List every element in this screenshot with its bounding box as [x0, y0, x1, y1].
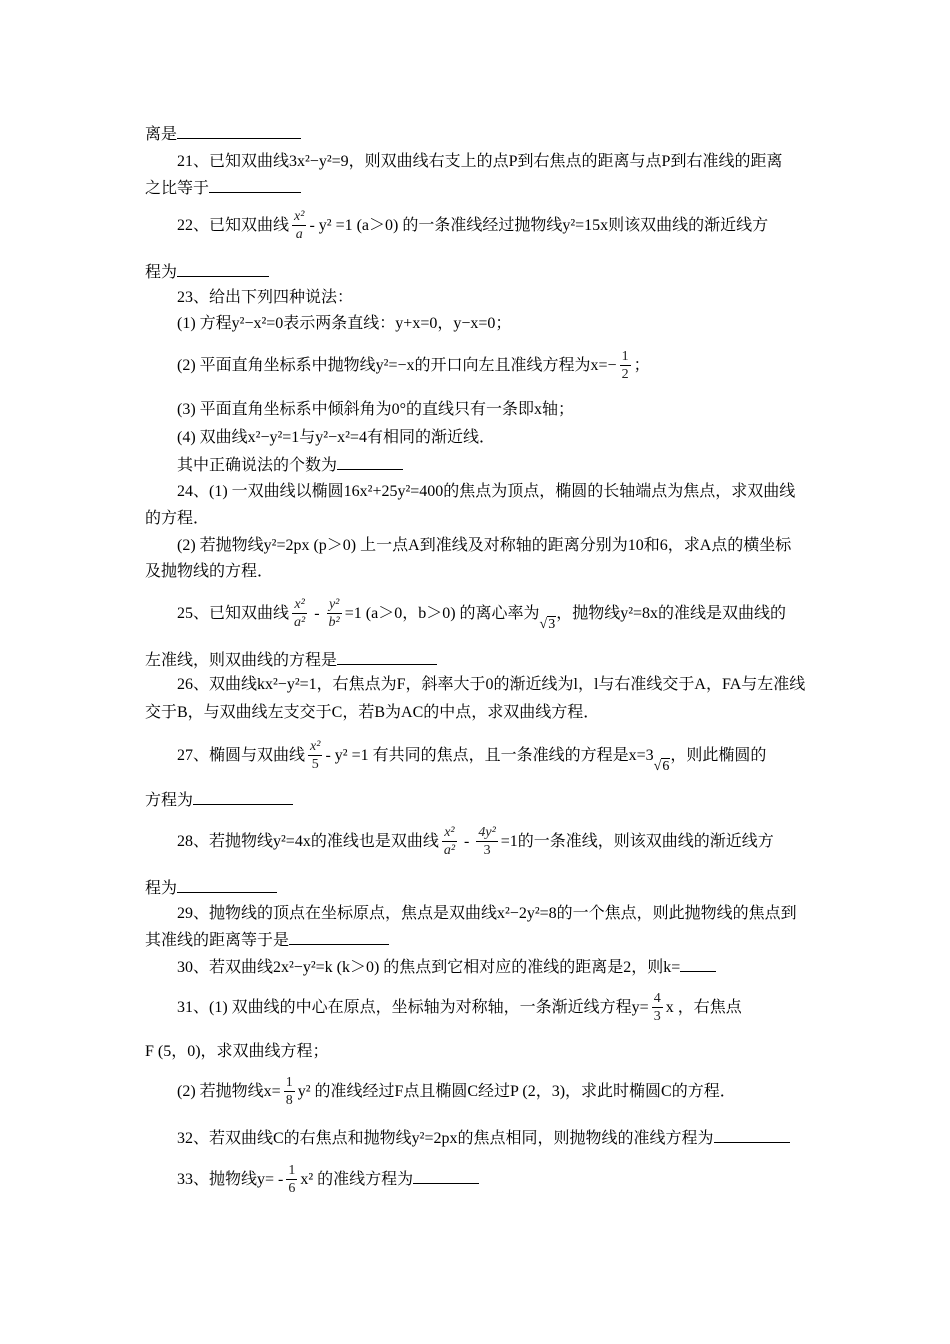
question-23-title: 23、给出下列四种说法：	[177, 289, 354, 306]
sqrt-symbol: √6	[653, 759, 670, 774]
fraction: $\frac{\text{x²}}{a}$	[294, 208, 305, 242]
question-31-line-2: F (5，0)，求双曲线方程；	[145, 1043, 329, 1060]
question-31-line-1: 31、(1) 双曲线的中心在原点，坐标轴为对称轴，一条渐近线方程y= $\frac{4}{3}$ x ，右焦点	[177, 990, 742, 1024]
answer-blank	[289, 930, 389, 945]
line-0: 离是	[145, 124, 301, 145]
answer-blank	[413, 1169, 479, 1184]
question-31-line-3: (2) 若抛物线x= $\frac{1}{8}$ y² 的准线经过F点且椭圆C经过P (2，3)，求此时椭圆C的方程．	[177, 1074, 736, 1108]
question-24-line-4: 及抛物线的方程．	[145, 563, 274, 580]
question-23-item-2: (2) 平面直角坐标系中抛物线y²=−x的开口向左且准线方程为x=− $\frac{1}{2}$ ；	[177, 348, 650, 382]
question-23-item-1: (1) 方程y²−x²=0表示两条直线：y+x=0，y−x=0；	[177, 315, 512, 332]
question-24-line-3: (2) 若抛物线y²=2px (p＞0) 上一点A到准线及对称轴的距离分别为10和6，求A点的横坐标	[177, 537, 792, 554]
question-28-line-1: 28、若抛物线y²=4x的准线也是双曲线 $\frac{\text{x²}}{\text{a²}}$ - $\frac{\text{4y²}}{3}$ =1的一条准线，则该双曲线的渐近线方	[177, 824, 774, 858]
question-22-line-1: 22、已知双曲线 $\frac{\text{x²}}{a}$ - y² =1 (a＞0) 的一条准线经过抛物线y²=15x则该双曲线的渐近线方	[177, 208, 769, 242]
answer-blank	[193, 790, 293, 805]
sqrt-symbol: √3	[539, 617, 556, 632]
fraction: $\frac{\text{x²}}{5}$	[310, 738, 321, 772]
fraction: $\frac{\text{4y²}}{3}$	[478, 824, 496, 858]
answer-blank	[714, 1128, 790, 1143]
fraction: $\frac{\text{x²}}{\text{a²}}$	[294, 596, 306, 630]
fraction: $\frac{1}{8}$	[285, 1074, 293, 1108]
question-29-line-1: 29、抛物线的顶点在坐标原点，焦点是双曲线x²−2y²=8的一个焦点，则此抛物线的焦点到	[177, 905, 797, 922]
question-21-line-1: 21、已知双曲线3x²−y²=9，则双曲线右支上的点P到右焦点的距离与点P到右准线的距离	[177, 153, 783, 170]
question-21-line-2: 之比等于	[145, 178, 301, 199]
answer-blank	[337, 455, 403, 470]
question-25-line-2: 左准线，则双曲线的方程是	[145, 650, 437, 671]
answer-blank	[177, 262, 269, 277]
fraction: $\frac{\text{x²}}{\text{a²}}$	[443, 824, 456, 858]
question-24-line-1: 24、(1) 一双曲线以椭圆16x²+25y²=400的焦点为顶点，椭圆的长轴端点为焦点，求双曲线	[177, 483, 796, 500]
answer-blank	[337, 650, 437, 665]
fraction: $\frac{\text{y²}}{\text{b²}}$	[328, 596, 340, 630]
question-23-item-4: (4) 双曲线x²−y²=1与y²−x²=4有相同的渐近线．	[177, 429, 495, 446]
question-33: 33、抛物线y= - $\frac{1}{6}$ x² 的准线方程为	[177, 1156, 479, 1204]
fraction: $\frac{4}{3}$	[653, 990, 661, 1024]
answer-blank	[177, 878, 277, 893]
question-27-line-2: 方程为	[145, 790, 293, 811]
question-29-line-2: 其准线的距离等于是	[145, 930, 389, 951]
question-22-line-2: 程为	[145, 262, 269, 283]
question-27-line-1: 27、椭圆与双曲线 $\frac{\text{x²}}{5}$ - y² =1 有共同的焦点，且一条准线的方程是x=3√6，则此椭圆的	[177, 732, 766, 791]
question-23-end: 其中正确说法的个数为	[177, 455, 403, 476]
question-32: 32、若双曲线C的右焦点和抛物线y²=2px的焦点相同，则抛物线的准线方程为	[177, 1128, 790, 1149]
answer-blank	[177, 124, 301, 139]
question-23-item-3: (3) 平面直角坐标系中倾斜角为0°的直线只有一条即x轴；	[177, 401, 575, 418]
question-26-line-2: 交于B，与双曲线左支交于C，若B为AC的中点，求双曲线方程．	[145, 704, 600, 721]
fraction: $\frac{1}{6}$	[288, 1162, 296, 1196]
question-25-line-1: 25、已知双曲线 $\frac{\text{x²}}{\text{a²}}$ - $\frac{\text{y²}}{\text{b²}}$ =1 (a＞0，b＞0) 的离心率为√3，抛物线y²=8x的准线是双曲线的	[177, 590, 786, 649]
question-24-line-2: 的方程．	[145, 510, 210, 527]
question-30: 30、若双曲线2x²−y²=k (k＞0) 的焦点到它相对应的准线的距离是2，则k=	[177, 957, 716, 978]
question-28-line-2: 程为	[145, 878, 277, 899]
question-26-line-1: 26、双曲线kx²−y²=1，右焦点为F，斜率大于0的渐近线为l，l与右准线交于A，FA与左准线	[177, 676, 806, 693]
fraction: $\frac{1}{2}$	[621, 348, 629, 382]
answer-blank	[680, 957, 716, 972]
answer-blank	[209, 178, 301, 193]
